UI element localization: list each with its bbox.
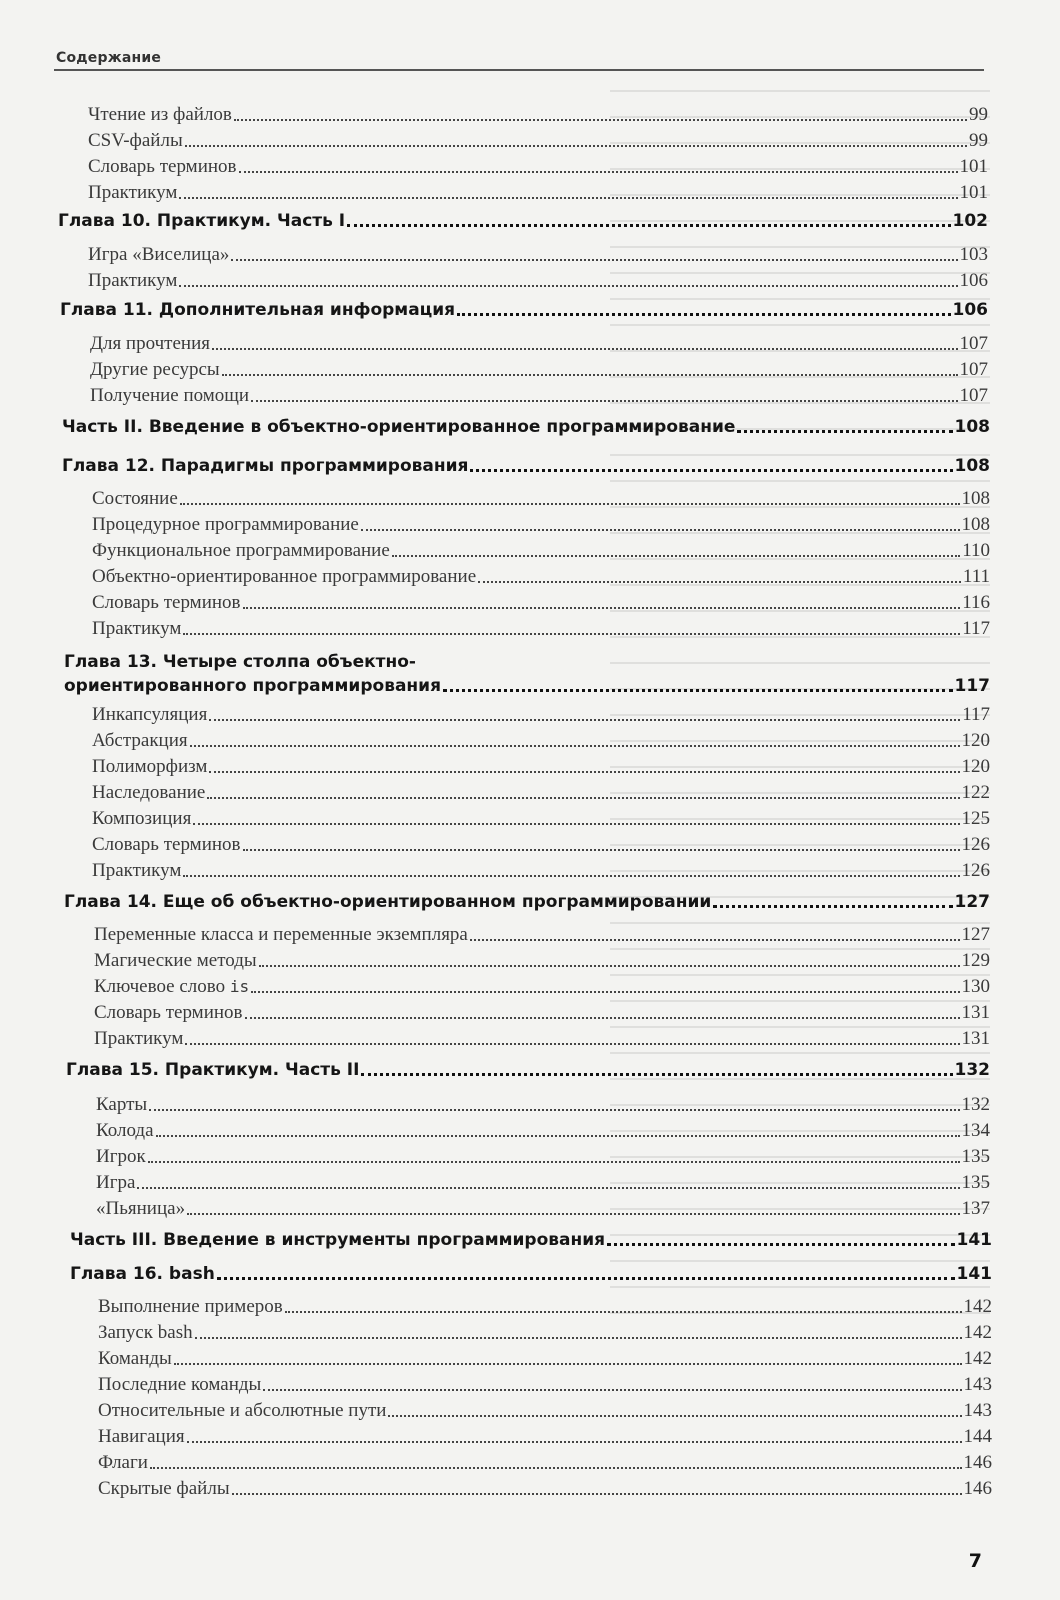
toc-page-number: 107 [959,385,988,406]
toc-page-number: 108 [961,514,990,535]
toc-page-number: 127 [961,924,990,945]
toc-entry-title: Практикум [92,618,182,639]
toc-chapter-entry [66,1060,990,1080]
toc-section-entry [96,1198,990,1220]
dot-leader [190,745,960,747]
dot-leader [185,1043,959,1045]
dot-leader [232,1493,962,1495]
toc-page-number: 135 [961,1146,990,1167]
toc-page-number: 142 [963,1322,992,1343]
toc-section-entry [90,359,988,381]
dot-leader [478,581,961,583]
dot-leader [245,1017,960,1019]
toc-page-number: 126 [961,834,990,855]
toc-page-number: 131 [961,1028,990,1049]
toc-entry-title: Словарь терминов [92,592,241,613]
dot-leader [183,875,959,877]
toc-page-number: 102 [952,211,988,231]
dot-leader [185,145,967,147]
toc-chapter-entry [70,1264,992,1284]
toc-entry-title: Полиморфизм [92,756,208,777]
toc-page-number: 125 [961,808,990,829]
dot-leader [212,348,958,350]
toc-chapter-entry [64,892,990,912]
toc-entry-title: Глава 11. Дополнительная информация [60,300,456,320]
toc-section-entry [94,950,990,972]
dot-leader [209,771,959,773]
toc-section-entry [98,1348,992,1370]
toc-entry-title: Получение помощи [90,385,250,406]
toc-page-number: 130 [961,976,990,997]
toc-page-number: 127 [954,892,990,912]
toc-page-number: 108 [954,417,990,437]
toc-page-number: 99 [969,104,988,125]
toc-page-number: 110 [962,540,990,561]
toc-section-entry [98,1374,992,1396]
toc-section-entry [92,566,990,588]
toc-section-entry [90,333,988,355]
toc-entry-title: Наследование [92,782,206,803]
toc-entry-title: Композиция [92,808,192,829]
dot-leader [187,1213,959,1215]
toc-page-number: 142 [963,1296,992,1317]
toc-entry-title: Флаги [98,1452,148,1473]
toc-entry-title [94,976,249,998]
toc-section-entry [94,1028,990,1050]
toc-page-number: 117 [954,676,990,696]
toc-page-number: 106 [959,270,988,291]
toc-entry-title: ориентированного программирования [64,676,441,696]
dot-leader [737,430,952,433]
toc-entry-title: Состояние [92,488,178,509]
toc-section-entry [88,104,988,126]
dot-leader [183,633,960,635]
toc-page-number: 129 [961,950,990,971]
toc-section-entry [92,704,990,726]
toc-chapter-entry [64,676,990,696]
toc-page-number: 141 [956,1230,992,1250]
dot-leader [150,1467,962,1469]
toc-section-entry [88,130,988,152]
dot-leader [361,1073,952,1076]
dot-leader [193,823,959,825]
toc-page-number: 101 [959,156,988,177]
toc-entry-title: Глава 12. Парадигмы программирования [62,456,469,476]
toc-section-entry [92,592,990,614]
dot-leader [156,1135,960,1137]
toc-page-number: 142 [963,1348,992,1369]
running-header: Содержание [56,50,162,66]
toc-entry-title: Абстракция [92,730,188,751]
toc-entry-title: Практикум [94,1028,184,1049]
toc-entry-title: Процедурное программирование [92,514,359,535]
toc-page-number: 116 [962,592,990,613]
toc-page-number: 144 [963,1426,992,1447]
dot-leader [457,313,950,316]
dot-leader [148,1161,960,1163]
toc-entry-title: Словарь терминов [88,156,237,177]
toc-entry-title: Для прочтения [90,333,210,354]
toc-entry-title: Практикум [92,860,182,881]
toc-page-number: 101 [959,182,988,203]
dot-leader [180,503,960,505]
toc-section-entry [98,1400,992,1422]
toc-section-entry [98,1426,992,1448]
toc-section-entry [94,924,990,946]
toc-page-number: 132 [961,1094,990,1115]
dot-leader [195,1337,962,1339]
toc-section-entry [94,976,990,998]
toc-page-number: 135 [961,1172,990,1193]
toc-page-number: 146 [963,1478,992,1499]
toc-entry-title: CSV-файлы [88,130,183,151]
dot-leader [243,607,961,609]
toc-chapter-entry [62,417,990,437]
toc-section-entry [96,1120,990,1142]
dot-leader [361,529,960,531]
toc-entry-title: Игрок [96,1146,146,1167]
toc-page-number: 143 [963,1374,992,1395]
dot-leader [217,1277,955,1280]
dot-leader [209,719,960,721]
toc-entry-title: Часть III. Введение в инструменты программирования [70,1230,606,1250]
toc-entry-title: Колода [96,1120,154,1141]
dot-leader [243,849,960,851]
toc-section-entry [98,1452,992,1474]
dot-leader [443,689,953,692]
dot-leader [347,224,950,227]
dot-leader [174,1363,962,1365]
toc-section-entry [94,1002,990,1024]
toc-entry-code-keyword: is [229,977,250,996]
toc-entry-title: Игра [96,1172,136,1193]
toc-page-number: 120 [961,730,990,751]
toc-entry-title: Практикум [88,270,178,291]
toc-page-number: 108 [954,456,990,476]
toc-entry-title: Чтение из файлов [88,104,232,125]
toc-chapter-entry [62,456,990,476]
toc-section-entry [88,182,988,204]
dot-leader [263,1389,961,1391]
toc-section-entry [98,1478,992,1500]
toc-entry-title: Команды [98,1348,172,1369]
toc-section-entry [92,860,990,882]
toc-page-number: 99 [969,130,988,151]
dot-leader [179,285,957,287]
dot-leader [285,1311,962,1313]
toc-chapter-entry [70,1230,992,1250]
toc-page-number: 134 [961,1120,990,1141]
toc-page-number: 107 [959,359,988,380]
toc-section-entry [92,730,990,752]
toc-entry-title: Глава 16. bash [70,1264,215,1284]
page-number: 7 [968,1550,982,1572]
toc-entry-title: Инкапсуляция [92,704,208,725]
toc-chapter-entry [60,300,988,320]
toc-page-number: 141 [956,1264,992,1284]
toc-page-number: 103 [959,244,988,265]
toc-chapter-title-line1 [64,652,416,672]
toc-section-entry [92,540,990,562]
toc-entry-title: Запуск bash [98,1322,193,1343]
toc-section-entry [90,385,988,407]
dot-leader [470,469,952,472]
dot-leader [222,374,958,376]
toc-page-number: 107 [959,333,988,354]
dot-leader [251,400,957,402]
toc-entry-title: Словарь терминов [92,834,241,855]
toc-entry-title: Объектно-ориентированное программирование [92,566,477,587]
toc-section-entry [92,834,990,856]
toc-entry-title: Относительные и абсолютные пути [98,1400,387,1421]
toc-section-entry [92,808,990,830]
toc-entry-title: Часть II. Введение в объектно-ориентированное программирование [62,417,736,437]
toc-page-number: 122 [961,782,990,803]
toc-section-entry [96,1146,990,1168]
dot-leader [187,1441,962,1443]
dot-leader [207,797,959,799]
toc-entry-title: Словарь терминов [94,1002,243,1023]
dot-leader [259,965,960,967]
toc-page-number: 111 [962,566,990,587]
toc-section-entry [92,782,990,804]
toc-entry-title: Практикум [88,182,178,203]
toc-page-number: 131 [961,1002,990,1023]
toc-entry-title: Последние команды [98,1374,262,1395]
toc-page-number: 146 [963,1452,992,1473]
toc-entry-title: «Пьяница» [96,1198,186,1219]
dot-leader [388,1415,961,1417]
toc-page-number: 143 [963,1400,992,1421]
toc-page-number: 117 [962,704,990,725]
toc-page-number: 117 [962,618,990,639]
toc-section-entry [96,1172,990,1194]
toc-section-entry [88,244,988,266]
toc-page-number: 132 [954,1060,990,1080]
dot-leader [137,1187,959,1189]
toc-entry-title: Навигация [98,1426,185,1447]
toc-page-number: 120 [961,756,990,777]
toc-entry-title: Другие ресурсы [90,359,220,380]
dot-leader [179,197,957,199]
toc-entry-title-text: Ключевое слово [94,976,230,997]
toc-chapter-label: Глава 13. Четыре столпа объектно- [64,652,416,672]
dot-leader [149,1109,959,1111]
toc-chapter-entry [58,211,988,231]
toc-section-entry [96,1094,990,1116]
toc-entry-title: Игра «Виселица» [88,244,230,265]
toc-entry-title: Глава 10. Практикум. Часть I [58,211,346,231]
dot-leader [251,991,959,993]
toc-section-entry [92,618,990,640]
toc-entry-title: Карты [96,1094,148,1115]
dot-leader [713,905,952,908]
toc-entry-title: Магические методы [94,950,257,971]
toc-section-entry [88,156,988,178]
dot-leader [239,171,958,173]
dot-leader [392,555,960,557]
toc-entry-title: Скрытые файлы [98,1478,230,1499]
toc-section-entry [88,270,988,292]
toc-section-entry [92,514,990,536]
toc-page-number: 137 [961,1198,990,1219]
toc-page-number: 106 [952,300,988,320]
toc-section-entry [98,1322,992,1344]
toc-page-number: 126 [961,860,990,881]
dot-leader [470,939,960,941]
dot-leader [607,1243,954,1246]
toc-section-entry [98,1296,992,1318]
toc-entry-title: Функциональное программирование [92,540,390,561]
toc-entry-title: Переменные класса и переменные экземпляра [94,924,468,945]
toc-page-number: 108 [961,488,990,509]
dot-leader [234,119,967,121]
toc-entry-title: Глава 14. Еще об объектно-ориентированном программировании [64,892,712,912]
toc-entry-title: Выполнение примеров [98,1296,283,1317]
dot-leader [231,259,957,261]
toc-section-entry [92,756,990,778]
toc-section-entry [92,488,990,510]
toc-entry-title: Глава 15. Практикум. Часть II [66,1060,360,1080]
